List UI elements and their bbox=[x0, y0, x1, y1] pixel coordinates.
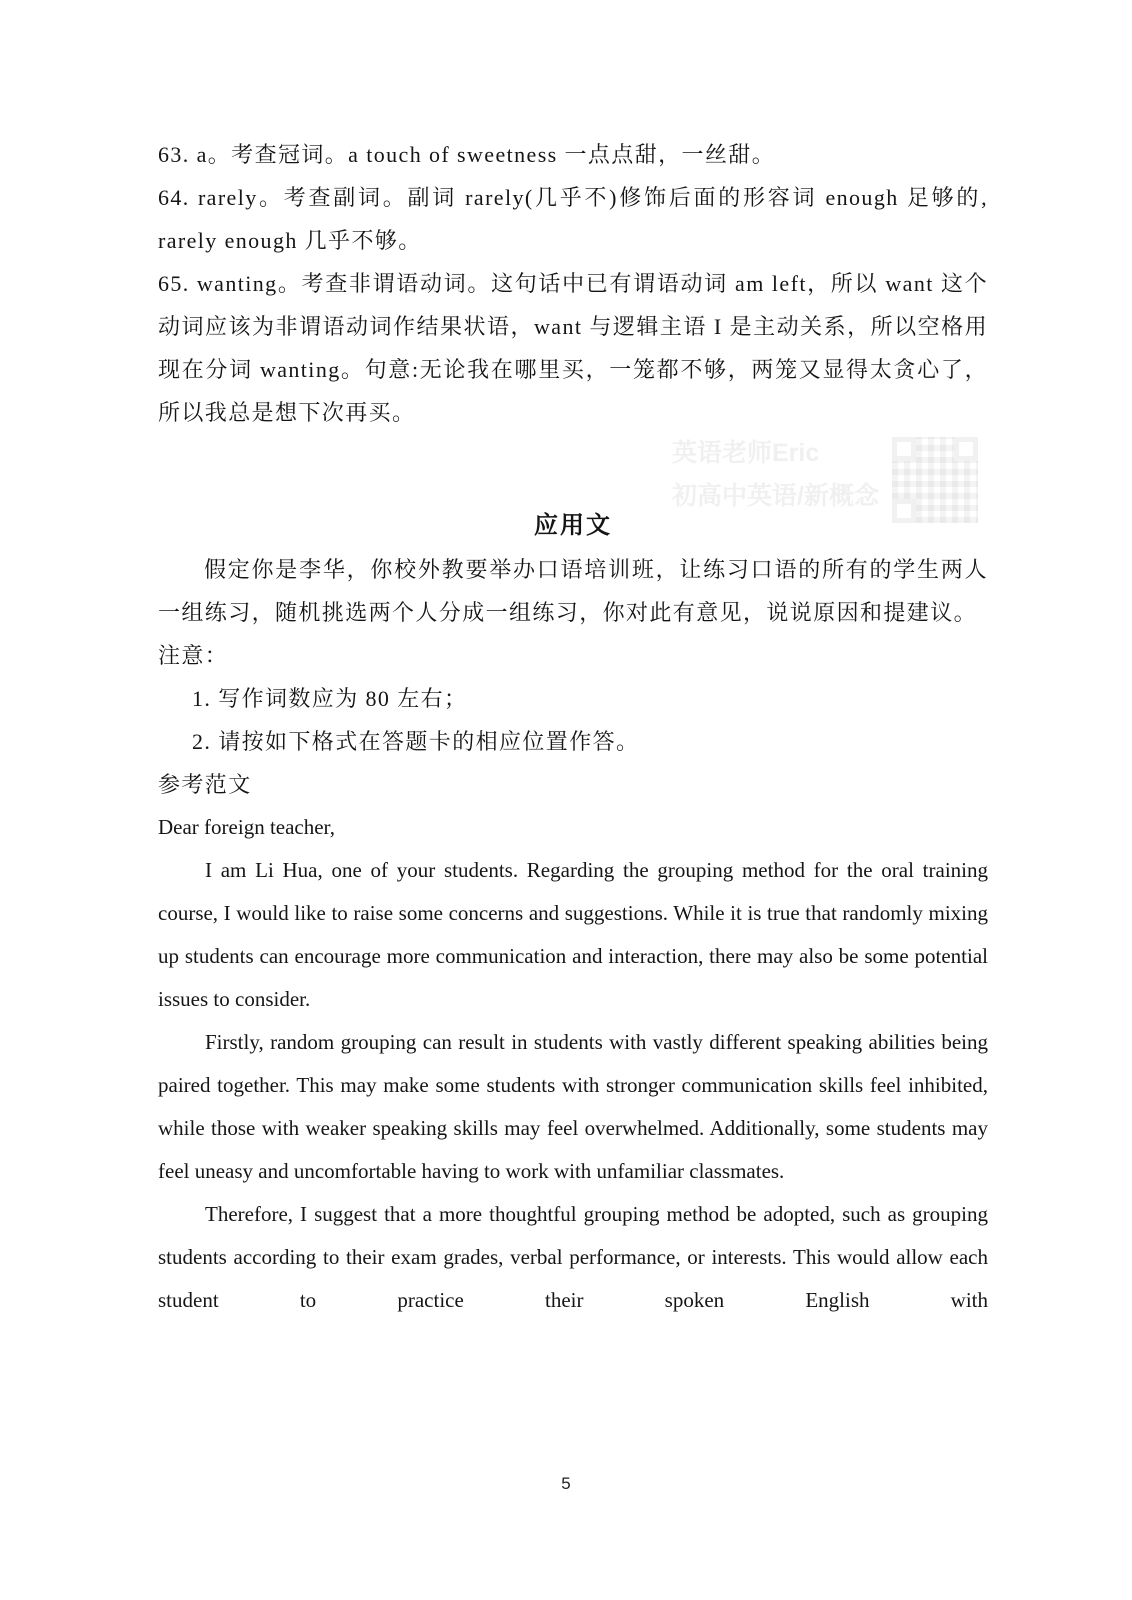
essay-paragraph-3: Therefore, I suggest that a more thoughtful grouping method be adopted, such as grouping students according to their exam grades, verbal performance, or interests. This would allow each student to practice their spoken English with bbox=[158, 1202, 988, 1312]
essay-prompt: 假定你是李华，你校外教要举办口语培训班，让练习口语的所有的学生两人一组练习，随机挑选两个人分成一组练习，你对此有意见，说说原因和提建议。 bbox=[158, 557, 988, 625]
essay-salutation: Dear foreign teacher, bbox=[158, 815, 335, 839]
answer-explanation-65: 65. wanting。考查非谓语动词。这句话中已有谓语动词 am left，所以 want 这个动词应该为非谓语动词作结果状语，want 与逻辑主语 I 是主动关系，所以空格用现在分词 wanting。句意:无论我在哪里买，一笼都不够，两笼又显得太贪心了，所以我总是想下次再买。 bbox=[158, 271, 988, 425]
document-content bbox=[158, 133, 988, 1322]
notice-label: 注意： bbox=[158, 643, 229, 668]
watermark-line2: 初高中英语/新概念 bbox=[672, 482, 879, 510]
answer-explanation-64: 64. rarely。考查副词。副词 rarely(几乎不)修饰后面的形容词 enough 足够的, rarely enough 几乎不够。 bbox=[158, 185, 988, 253]
notice-item-1: 1. 写作词数应为 80 左右； bbox=[192, 686, 468, 711]
section-heading-essay: 应用文 bbox=[534, 513, 612, 539]
page-number: 5 bbox=[561, 1474, 571, 1493]
sample-essay-label: 参考范文 bbox=[158, 772, 252, 797]
answer-explanation-63: 63. a。考查冠词。a touch of sweetness 一点点甜，一丝甜。 bbox=[158, 142, 776, 167]
essay-paragraph-1: I am Li Hua, one of your students. Regarding the grouping method for the oral training course, I would like to raise some concerns and suggestions. While it is true that randomly mixing up students can encourage more communication and interaction, there may also be some potential issues to consider. bbox=[158, 858, 988, 1011]
page-footer bbox=[0, 1474, 1132, 1494]
watermark-line1: 英语老师Eric bbox=[672, 439, 820, 467]
essay-paragraph-2: Firstly, random grouping can result in students with vastly different speaking abilities being paired together. This may make some students with stronger communication skills feel inhibited, while those with weaker speaking skills may feel overwhelmed. Additionally, some students may feel uneasy and uncomfortable having to work with unfamiliar classmates. bbox=[158, 1030, 988, 1183]
notice-item-2: 2. 请按如下格式在答题卡的相应位置作答。 bbox=[192, 729, 640, 754]
